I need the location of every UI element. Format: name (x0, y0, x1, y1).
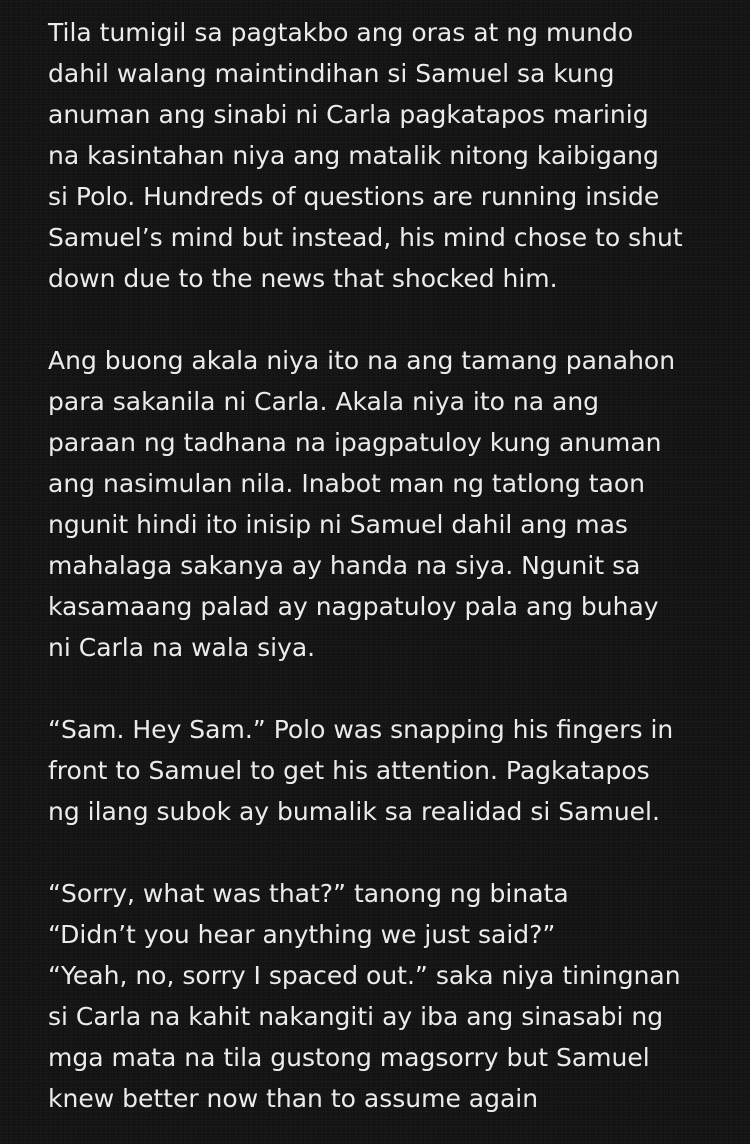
paragraph-3 (48, 709, 730, 832)
text-line: ngunit hindi ito inisip ni Samuel dahil ang mas (48, 510, 628, 539)
text-line: kasamaang palad ay nagpatuloy pala ang buhay (48, 592, 659, 621)
text-line: “Sam. Hey Sam.” Polo was snapping his fingers in (48, 715, 674, 744)
text-line: Samuel’s mind but instead, his mind chose to shut (48, 223, 683, 252)
text-line: mahalaga sakanya ay handa na siya. Ngunit sa (48, 551, 641, 580)
text-line: ng ilang subok ay bumalik sa realidad si Samuel. (48, 797, 660, 826)
text-line: mga mata na tila gustong magsorry but Samuel (48, 1043, 650, 1072)
text-line: “Didn’t you hear anything we just said?” (48, 920, 556, 949)
paragraph-2 (48, 340, 730, 668)
text-line: front to Samuel to get his attention. Pagkatapos (48, 756, 650, 785)
text-line: Tila tumigil sa pagtakbo ang oras at ng mundo (48, 18, 634, 47)
text-line: si Polo. Hundreds of questions are running inside (48, 182, 660, 211)
paragraph-1 (48, 12, 730, 299)
text-line: si Carla na kahit nakangiti ay iba ang sinasabi ng (48, 1002, 664, 1031)
text-line: paraan ng tadhana na ipagpatuloy kung anuman (48, 428, 662, 457)
text-line: na kasintahan niya ang matalik nitong kaibigang (48, 141, 659, 170)
text-line: para sakanila ni Carla. Akala niya ito na ang (48, 387, 600, 416)
text-line: down due to the news that shocked him. (48, 264, 558, 293)
text-line: dahil walang maintindihan si Samuel sa kung (48, 59, 615, 88)
paragraph-4 (48, 873, 730, 1119)
text-line: anuman ang sinabi ni Carla pagkatapos marinig (48, 100, 649, 129)
text-line: ni Carla na wala siya. (48, 633, 316, 662)
text-line: Ang buong akala niya ito na ang tamang panahon (48, 346, 676, 375)
text-line: “Yeah, no, sorry I spaced out.” saka niya tiningnan (48, 961, 681, 990)
text-line: ang nasimulan nila. Inabot man ng tatlong taon (48, 469, 645, 498)
text-line: knew better now than to assume again (48, 1084, 539, 1113)
text-line: “Sorry, what was that?” tanong ng binata (48, 879, 569, 908)
